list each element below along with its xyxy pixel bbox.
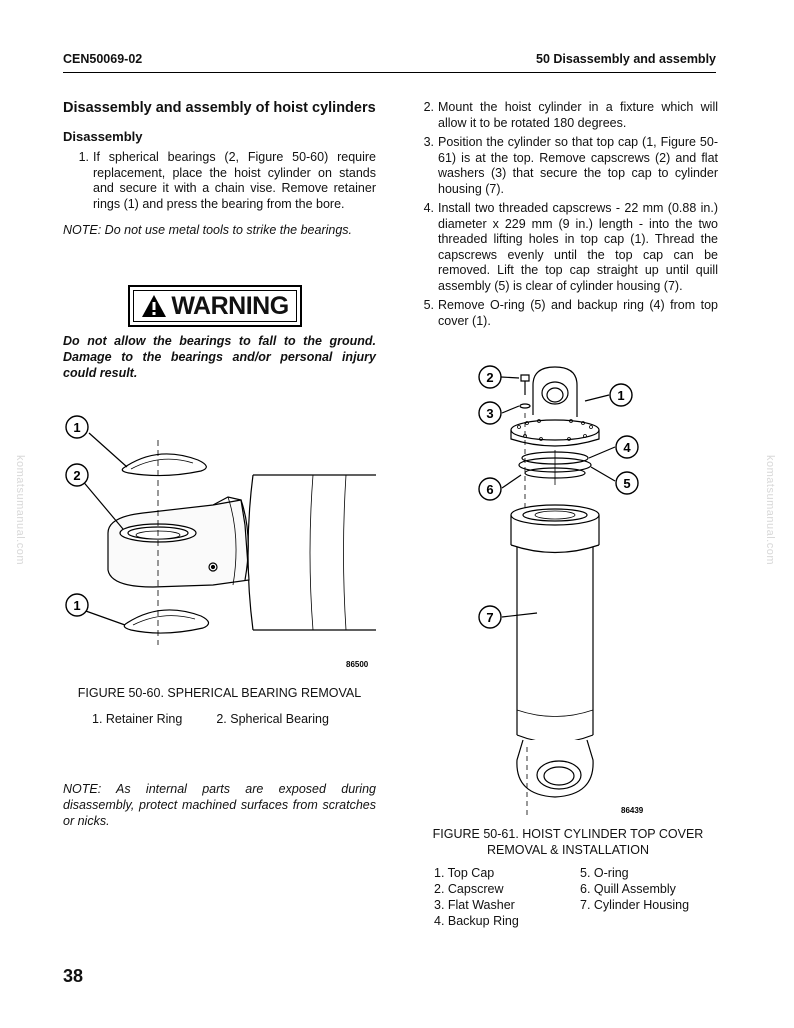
left-column [63,100,376,238]
figure-caption: FIGURE 50-60. SPHERICAL BEARING REMOVAL [77,686,362,700]
callout-quill-assembly: 6 [486,482,494,497]
warning-triangle-icon [141,294,167,318]
page-number: 38 [63,966,84,986]
figure-spherical-bearing [63,405,376,675]
step-4 [418,201,718,294]
step-text: Mount the hoist cylinder in a fixture which will allow it to be rotated 180 degrees. [438,100,718,130]
legend-item: 2. Spherical Bearing [216,712,329,726]
callout-flat-washer: 3 [486,406,494,421]
callout-retainer-ring-top: 1 [73,420,81,435]
callout-capscrew: 2 [486,370,494,385]
step-number: 3. [423,135,434,149]
header-divider [63,72,716,73]
callout-retainer-ring-bottom: 1 [73,598,81,613]
step-number: 1. [78,150,89,164]
callout-backup-ring: 4 [623,440,631,455]
watermark-right: komatsumanual.com [764,455,776,565]
step-text: Remove O-ring (5) and backup ring (4) from top cover (1). [438,298,718,328]
figure-legend [92,712,329,726]
callout-cylinder-housing: 7 [486,610,494,625]
step-text: If spherical bearings (2, Figure 50-60) require replacement, place the hoist cylinder on stands and secure it with a chain vise. Remove retainer rings (1) and press the bearing from the bore. [93,150,376,211]
procedure-title: Disassembly and assembly of hoist cylinders [63,100,376,116]
warning-label: WARNING [171,291,289,320]
legend-item: 1. Retainer Ring [92,712,183,726]
step-text: Install two threaded capscrews - 22 mm (0.88 in.) diameter x 229 mm (9 in.) length - into the two threaded lifting holes in top cap (1). Thread the capscrews evenly until the top cap can be removed. Lift the top cap straight up until quill assembly (5) is clear of cylinder housing (7). [438,201,718,293]
step-2 [418,100,718,131]
bearing-illustration [63,405,376,675]
warning-box [128,285,302,327]
step-text: Position the cylinder so that top cap (1, Figure 50-61) is at the top. Remove capscrews (2) and flat washers (3) that secure the top cap to cylinder housing (7). [438,135,718,196]
figure-hoist-cylinder [455,355,655,820]
step-1 [63,150,376,212]
figure-id: 86439 [621,806,644,815]
section-title-header: 50 Disassembly and assembly [536,52,716,66]
figure-legend [434,865,720,929]
note-protect-surfaces: NOTE: As internal parts are exposed during disassembly, protect machined surfaces from scratches or nicks. [63,782,376,828]
legend-item: 4. Backup Ring [434,914,519,928]
step-5 [418,298,718,329]
figure-caption [418,826,718,858]
doc-code: CEN50069-02 [63,52,143,66]
callout-o-ring: 5 [623,476,631,491]
legend-item: 3. Flat Washer [434,898,515,912]
caption-line: REMOVAL & INSTALLATION [486,843,650,857]
step-number: 2. [423,100,434,114]
caption-line: FIGURE 50-61. HOIST CYLINDER TOP COVER [432,827,704,841]
legend-item: 1. Top Cap [434,866,495,880]
watermark-left: komatsumanual.com [14,455,26,565]
callout-top-cap: 1 [617,388,625,403]
disassembly-subtitle: Disassembly [63,129,143,144]
step-number: 4. [423,201,434,215]
step-number: 5. [423,298,434,312]
legend-item: 6. Quill Assembly [580,882,676,896]
callout-spherical-bearing: 2 [73,468,81,483]
legend-item: 5. O-ring [580,866,629,880]
right-column [418,100,718,333]
legend-item: 2. Capscrew [434,882,504,896]
legend-item: 7. Cylinder Housing [580,898,690,912]
note-metal-tools: NOTE: Do not use metal tools to strike the bearings. [63,223,353,237]
cylinder-illustration [455,355,655,820]
warning-text: Do not allow the bearings to fall to the ground. Damage to the bearings and/or personal injury could result. [63,334,376,380]
step-3 [418,135,718,197]
legend-item [580,913,720,929]
figure-id: 86500 [346,660,369,669]
